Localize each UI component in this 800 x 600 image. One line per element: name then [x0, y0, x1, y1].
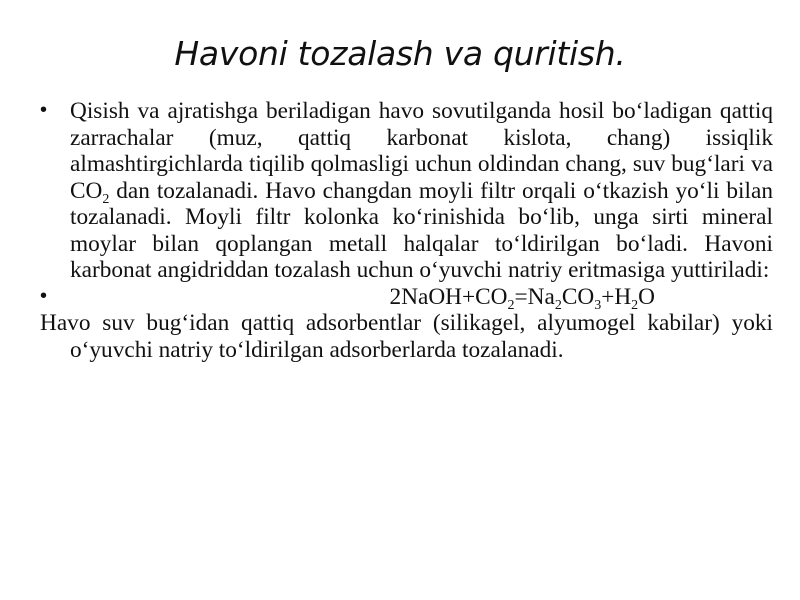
slide-body — [40, 98, 773, 363]
paragraph-1-text-a: Qisish va ajratishga beriladigan havo sovutilganda hosil bo‘ladigan qattiq zarrachalar (muz, qattiq karbonat kislota, chang) issiqlik almashtirgichlarda tiqilib qolmasligi uchun oldindan chang, suv bug‘lari va CO — [70, 98, 773, 204]
formula-part: O — [638, 283, 655, 310]
bullet-icon: • — [40, 284, 48, 307]
slide-title: Havoni tozalash va quritish. — [174, 34, 626, 73]
paragraph-1-text-b: dan tozalanadi. Havo changdan moyli filtr orqali o‘tkazish yo‘li bilan tozalanadi. Moyli filtr kolonka ko‘rinishida bo‘lib, unga sirti mineral moylar bilan qoplangan metall halqalar to‘ldirilgan bo‘ladi. Havoni karbonat angidriddan tozalash uchun o‘yuvchi natriy eritmasiga yuttiriladi: — [70, 177, 773, 283]
formula-part: =Na — [514, 283, 555, 310]
bullet-formula — [40, 284, 773, 311]
chemical-equation — [389, 283, 655, 313]
bullet-icon: • — [40, 99, 48, 121]
formula-subscript: 3 — [594, 297, 602, 313]
formula-subscript: 2 — [507, 297, 515, 313]
formula-subscript: 2 — [631, 297, 639, 313]
bullet-paragraph-1 — [40, 98, 773, 284]
formula-part: +H — [601, 283, 632, 310]
formula-subscript: 2 — [554, 297, 562, 313]
paragraph-2: Havo suv bug‘idan qattiq adsorbentlar (silikagel, alyumogel kabilar) yoki o‘yuvchi natriy to‘ldirilgan adsorberlarda tozalanadi. — [40, 310, 773, 363]
formula-part: CO — [561, 283, 595, 310]
formula-part: 2NaOH+CO — [389, 283, 508, 310]
co2-subscript: 2 — [102, 191, 110, 207]
